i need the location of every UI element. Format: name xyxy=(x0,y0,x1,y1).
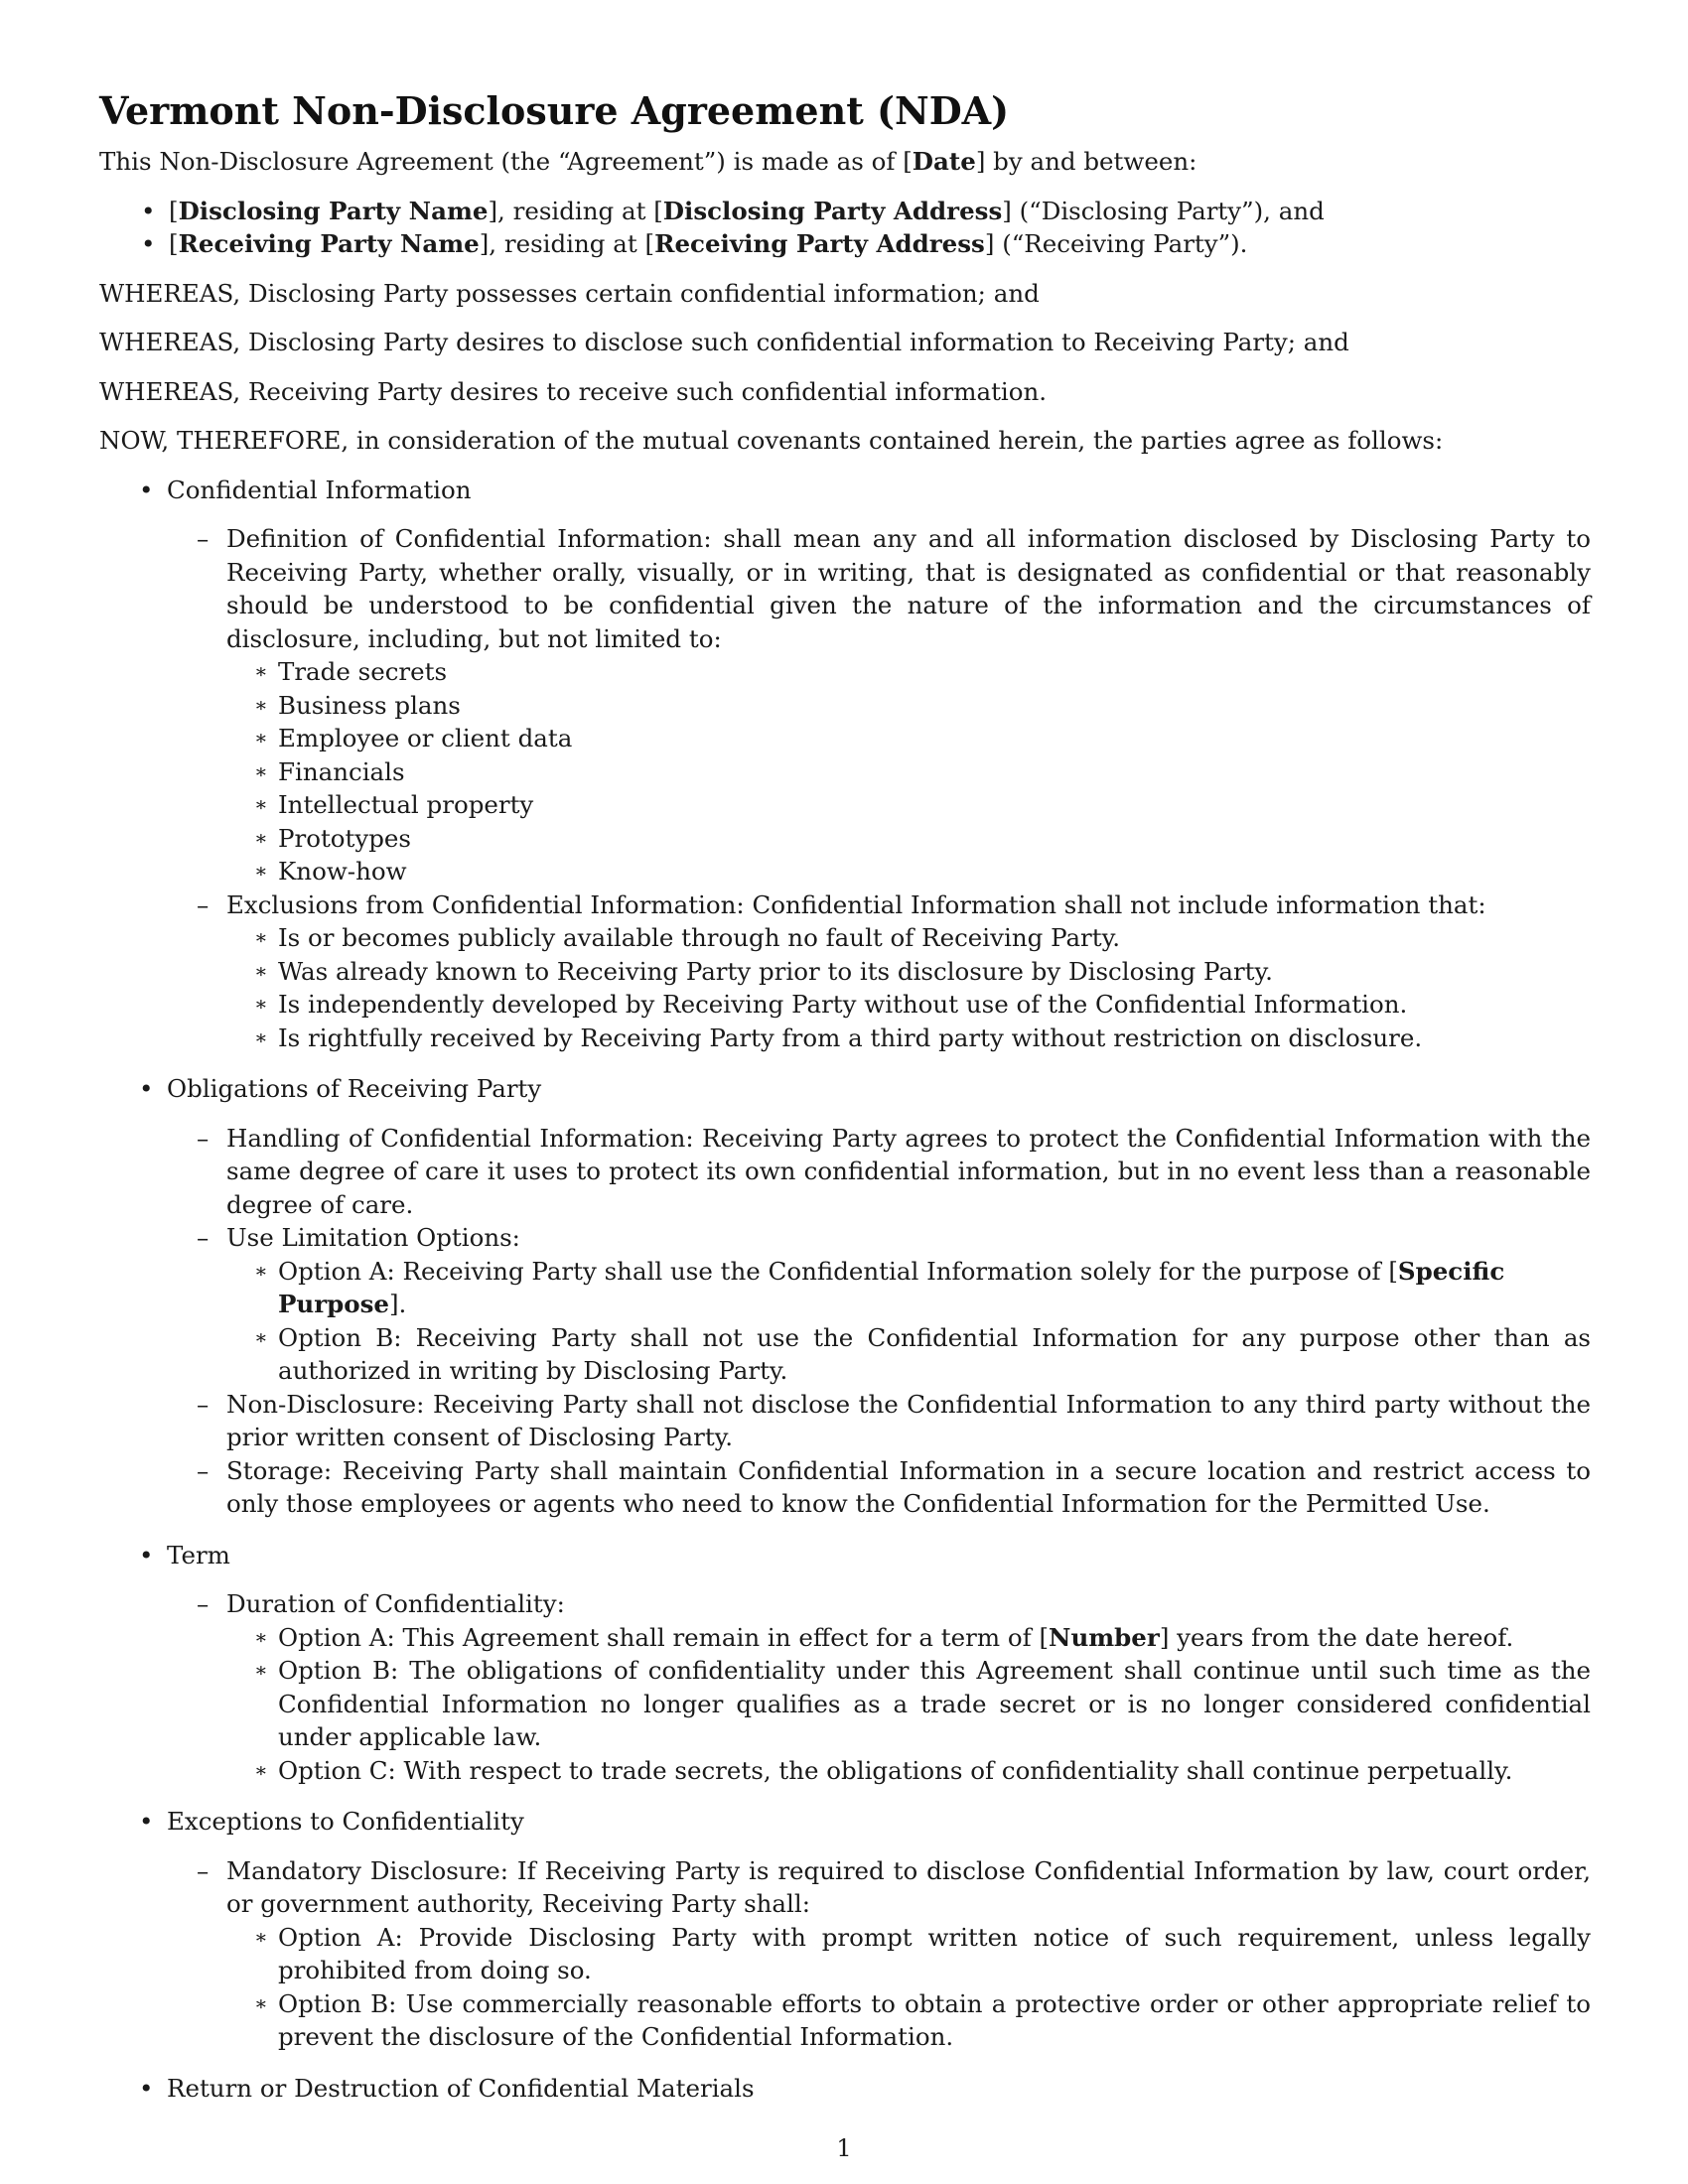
list-item: ∗ Is or becomes publicly available through no fault of Receiving Party. xyxy=(226,921,1591,955)
section-title: Obligations of Receiving Party xyxy=(167,1074,542,1103)
list-item: ∗ Option B: Use commercially reasonable efforts to obtain a protective order or other appropriate relief to prevent the disclosure of the Confidential Information. xyxy=(254,1988,1591,2051)
asterisk-icon: ∗ xyxy=(254,1324,268,1349)
list-item: ∗ Is independently developed by Receiving Party without use of the Confidential Information. xyxy=(226,988,1591,1022)
use-limitation-clause: – Use Limitation Options: ∗ Option A: Receiving Party shall use the Confidential Information solely for the purpose of [Specific Purpose]. ∗ Option B: Receiving Party shall not use the Confidential Information for any purpose other than as authorized in writing by Disclosing Party. xyxy=(167,1221,1591,1388)
bullet-icon: • xyxy=(139,1074,154,1103)
section-obligations xyxy=(99,1072,1591,1521)
bullet-icon: • xyxy=(139,1540,154,1570)
exclusion-items xyxy=(226,921,1591,1054)
list-item: ∗ Know-how xyxy=(226,855,1591,888)
asterisk-icon: ∗ xyxy=(254,859,268,883)
section-confidential-information xyxy=(99,474,1591,1055)
asterisk-icon: ∗ xyxy=(254,1757,268,1782)
bullet-icon: • xyxy=(139,475,154,504)
party-disclosing: • [Disclosing Party Name], residing at [Disclosing Party Address] (“Disclosing Party”), and xyxy=(99,195,1591,228)
disclosing-party-name: Disclosing Party Name xyxy=(178,196,489,225)
asterisk-icon: ∗ xyxy=(254,792,268,816)
section-exceptions xyxy=(99,1805,1591,2054)
handling-clause: – Handling of Confidential Information: Receiving Party agrees to protect the Confidential Information with the same degree of care it uses to protect its own confidential information, but in no event less than a reasonable degree of care. xyxy=(197,1123,1591,1219)
dash-icon: – xyxy=(197,1855,210,1885)
bullet-icon: • xyxy=(139,1807,154,1836)
dash-icon: – xyxy=(197,1223,210,1252)
list-item: ∗ Was already known to Receiving Party prior to its disclosure by Disclosing Party. xyxy=(226,955,1591,989)
sections-list xyxy=(99,474,1591,2106)
section-return-destruction xyxy=(99,2072,1591,2106)
list-item: ∗ Option B: Receiving Party shall not use the Confidential Information for any purpose other than as authorized in writing by Disclosing Party. xyxy=(254,1322,1591,1385)
list-item: ∗ Is rightfully received by Receiving Party from a third party without restriction on disclosure. xyxy=(226,1022,1591,1055)
asterisk-icon: ∗ xyxy=(254,1258,268,1283)
duration-clause: – Duration of Confidentiality: ∗ Option A: This Agreement shall remain in effect for a term of [Number] years from the date hereof. ∗ Option B: The obligations of confidentiality under this Agreement shall continue until such time as the Confidential Information no longer qualifies as a trade secret or is no longer considered confidential under applicable law. ∗ Option C: With respect to trade secrets, the obligations of confidentiality shall continue perpetually. xyxy=(167,1587,1591,1787)
intro-text-before: This Non-Disclosure Agreement (the “Agreement”) is made as of [ xyxy=(99,147,913,176)
dash-icon: – xyxy=(197,1455,210,1485)
section-title: Return or Destruction of Confidential Materials xyxy=(167,2073,755,2103)
asterisk-icon: ∗ xyxy=(254,925,268,949)
asterisk-icon: ∗ xyxy=(254,758,268,783)
list-item: ∗ Option A: Receiving Party shall use the Confidential Information solely for the purpose of [Specific Purpose]. xyxy=(254,1256,1505,1318)
bullet-icon: • xyxy=(141,229,156,258)
storage-clause: – Storage: Receiving Party shall maintain Confidential Information in a secure location and restrict access to only those employees or agents who need to know the Confidential Information for the Permitted Use. xyxy=(197,1455,1591,1518)
asterisk-icon: ∗ xyxy=(254,1658,268,1682)
asterisk-icon: ∗ xyxy=(254,1924,268,1949)
asterisk-icon: ∗ xyxy=(254,958,268,983)
list-item: ∗ Option C: With respect to trade secrets, the obligations of confidentiality shall continue perpetually. xyxy=(226,1754,1591,1788)
document-title: Vermont Non-Disclosure Agreement (NDA) xyxy=(99,88,1010,133)
list-item: ∗ Financials xyxy=(226,755,1591,789)
asterisk-icon: ∗ xyxy=(254,726,268,750)
list-item: ∗ Intellectual property xyxy=(226,788,1591,822)
disclosing-party-address: Disclosing Party Address xyxy=(662,196,1003,225)
recital-2: WHEREAS, Disclosing Party desires to disclose such confidential information to Receiving Party; and xyxy=(99,328,1349,356)
recital-1: WHEREAS, Disclosing Party possesses certain confidential information; and xyxy=(99,278,1040,308)
parties-list xyxy=(99,195,1591,261)
number-placeholder: Number xyxy=(1049,1622,1160,1652)
party-receiving: • [Receiving Party Name], residing at [Receiving Party Address] (“Receiving Party”). xyxy=(99,227,1591,261)
section-title: Term xyxy=(167,1540,230,1570)
list-item: ∗ Trade secrets xyxy=(226,655,1591,689)
asterisk-icon: ∗ xyxy=(254,659,268,683)
section-term xyxy=(99,1539,1591,1788)
dash-icon: – xyxy=(197,889,210,919)
mandatory-disclosure-clause: – Mandatory Disclosure: If Receiving Party is required to disclose Confidential Information by law, court order, or government authority, Receiving Party shall: ∗ Option A: Provide Disclosing Party with prompt written notice of such requirement, unless legally prohibited from doing so. ∗ Option B: Use commercially reasonable efforts to obtain a protective order or other appropriate relief to prevent the disclosure of the Confidential Information. xyxy=(167,1854,1591,2054)
recital-3: WHEREAS, Receiving Party desires to receive such confidential information. xyxy=(99,376,1048,406)
receiving-party-name: Receiving Party Name xyxy=(178,229,480,258)
dash-icon: – xyxy=(197,1389,210,1419)
list-item: ∗ Option A: Provide Disclosing Party with prompt written notice of such requirement, unless legally prohibited from doing so. xyxy=(254,1922,1591,1984)
page-number: 1 xyxy=(836,2134,852,2162)
intro-paragraph xyxy=(99,145,1591,179)
section-title: Exceptions to Confidentiality xyxy=(167,1807,524,1836)
asterisk-icon: ∗ xyxy=(254,1024,268,1049)
asterisk-icon: ∗ xyxy=(254,1624,268,1649)
dash-icon: – xyxy=(197,1123,210,1153)
asterisk-icon: ∗ xyxy=(254,992,268,1016)
list-item: ∗ Employee or client data xyxy=(226,722,1591,755)
list-item: ∗ Business plans xyxy=(226,689,1591,723)
intro-text-after: ] by and between: xyxy=(975,147,1197,176)
dash-icon: – xyxy=(197,1589,210,1618)
list-item: ∗ Option B: The obligations of confidentiality under this Agreement shall continue until such time as the Confidential Information no longer qualifies as a trade secret or is no longer considered confidential under applicable law. xyxy=(254,1656,1591,1751)
specific-purpose-placeholder: Specific Purpose xyxy=(278,1256,1505,1318)
exclusions-clause: – Exclusions from Confidential Information: Confidential Information shall not include information that: ∗ Is or becomes publicly available through no fault of Receiving Party. ∗ Was already known to Receiving Party prior to its disclosure by Disclosing Party. ∗ Is independently developed by Receiving Party without use of the Confidential Information. ∗ Is rightfully received by Receiving Party from a third party without restriction on disclosure. xyxy=(167,888,1591,1055)
asterisk-icon: ∗ xyxy=(254,1990,268,2015)
asterisk-icon: ∗ xyxy=(254,825,268,850)
receiving-party-address: Receiving Party Address xyxy=(654,229,985,258)
definition-items xyxy=(226,655,1591,888)
non-disclosure-clause: – Non-Disclosure: Receiving Party shall not disclose the Confidential Information to any third party without the prior written consent of Disclosing Party. xyxy=(197,1389,1591,1451)
asterisk-icon: ∗ xyxy=(254,692,268,717)
section-title: Confidential Information xyxy=(167,475,472,504)
now-therefore-clause: NOW, THEREFORE, in consideration of the mutual covenants contained herein, the parties agree as follows: xyxy=(99,426,1444,455)
date-placeholder: Date xyxy=(912,147,976,176)
definition-clause: – Definition of Confidential Information: shall mean any and all information disclosed by Disclosing Party to Receiving Party, whether orally, visually, or in writing, that is designated as confidential or that reasonably should be understood to be confidential given the nature of the information and the circumstances of disclosure, including, but not limited to: ∗ Trade secrets ∗ Business plans ∗ Employee or client data ∗ Financials ∗ Intellectual property ∗ Prototypes ∗ Know-how xyxy=(167,522,1591,888)
list-item: ∗ Option A: This Agreement shall remain in effect for a term of [Number] years from the date hereof. xyxy=(226,1621,1591,1655)
list-item: ∗ Prototypes xyxy=(226,822,1591,856)
bullet-icon: • xyxy=(139,2073,154,2103)
bullet-icon: • xyxy=(141,196,156,225)
dash-icon: – xyxy=(197,524,210,553)
